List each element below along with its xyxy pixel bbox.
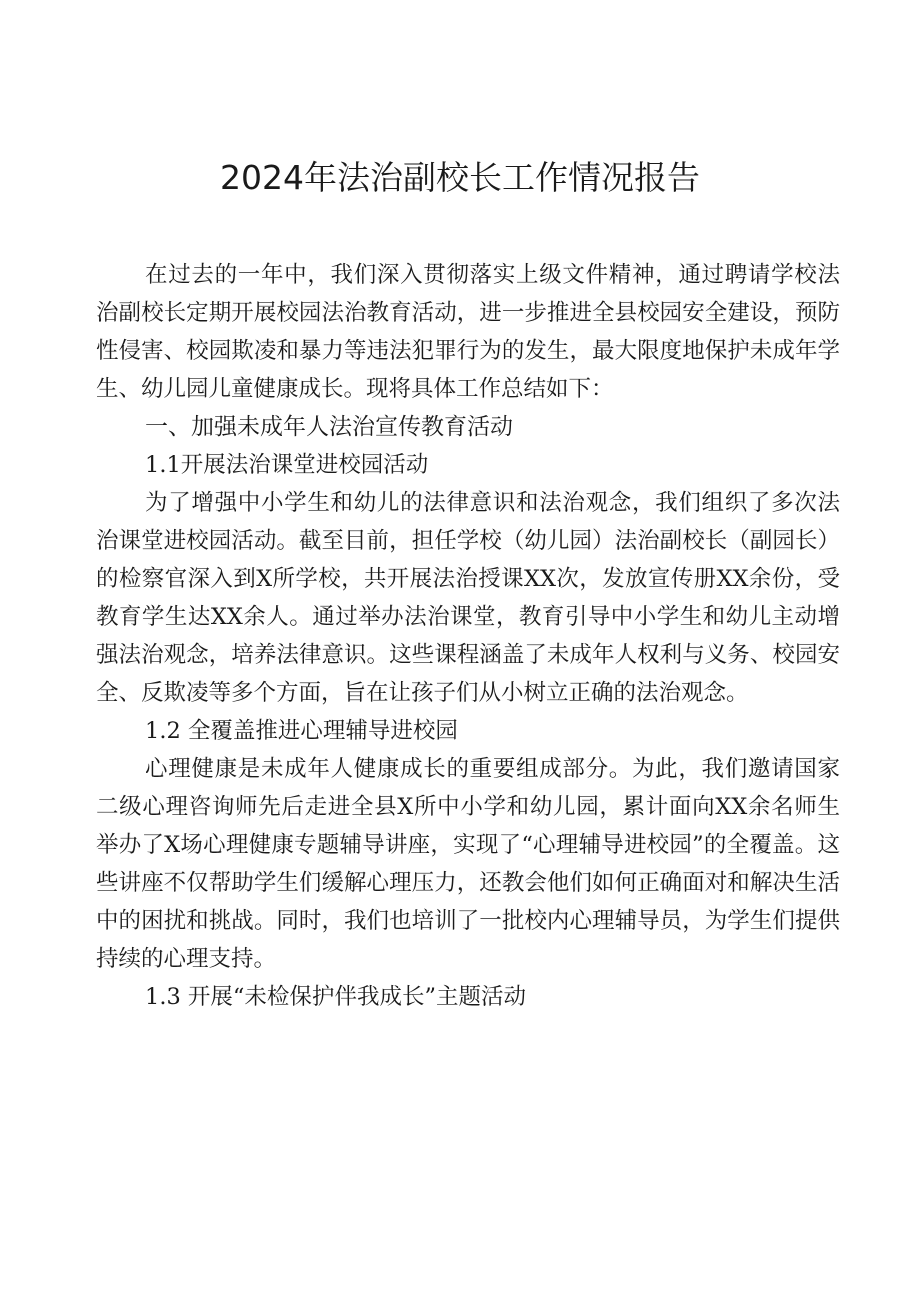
paragraph-1-2: 心理健康是未成年人健康成长的重要组成部分。为此，我们邀请国家二级心理咨询师先后走进全县X所中小学和幼儿园，累计面向XX余名师生举办了X场心理健康专题辅导讲座，实现了“心理辅导进校园”的全覆盖。这些讲座不仅帮助学生们缓解心理压力，还教会他们如何正确面对和解决生活中的困扰和挑战。同时，我们也培训了一批校内心理辅导员，为学生们提供持续的心理支持。 xyxy=(96,756,840,972)
document-body xyxy=(96,256,840,1016)
subsection-heading-1-3: 1.3 开展“未检保护伴我成长”主题活动 xyxy=(145,984,526,1010)
subsection-heading-1-2: 1.2 全覆盖推进心理辅导进校园 xyxy=(145,718,458,744)
section-heading: 一、加强未成年人法治宣传教育活动 xyxy=(145,414,513,440)
intro-paragraph: 在过去的一年中，我们深入贯彻落实上级文件精神，通过聘请学校法治副校长定期开展校园法治教育活动，进一步推进全县校园安全建设，预防性侵害、校园欺凌和暴力等违法犯罪行为的发生，最大限度地保护未成年学生、幼儿园儿童健康成长。现将具体工作总结如下： xyxy=(96,262,840,402)
document-title: 2024年法治副校长工作情况报告 xyxy=(220,158,700,197)
paragraph-1-1: 为了增强中小学生和幼儿的法律意识和法治观念，我们组织了多次法治课堂进校园活动。截至目前，担任学校（幼儿园）法治副校长（副园长）的检察官深入到X所学校，共开展法治授课XX次，发放宣传册XX余份，受教育学生达XX余人。通过举办法治课堂，教育引导中小学生和幼儿主动增强法治观念，培养法律意识。这些课程涵盖了未成年人权利与义务、校园安全、反欺凌等多个方面，旨在让孩子们从小树立正确的法治观念。 xyxy=(96,490,840,706)
subsection-heading-1-1: 1.1开展法治课堂进校园活动 xyxy=(145,452,429,478)
